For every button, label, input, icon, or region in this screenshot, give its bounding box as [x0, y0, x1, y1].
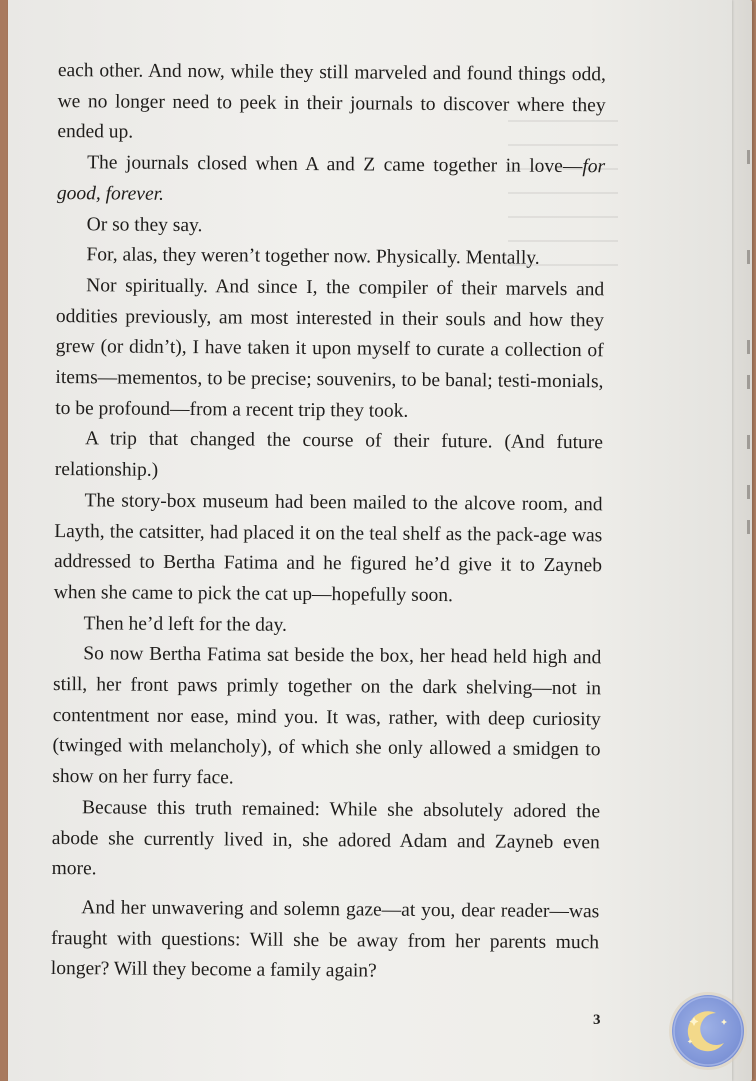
paragraph [55, 424, 603, 490]
page-edge-mark [747, 485, 750, 499]
paragraph [57, 210, 605, 245]
paragraph [55, 271, 604, 429]
text-run: Nor spiritually. And since I, the compiler of their marvels and oddities previously, am most interested in their souls and how they grew (or didn’t), I have taken it upon myself to curate a collection of items—mementos, to be precise; souvenirs, to be banal; testi-monials, to be profound—from a recent trip they took. [55, 275, 605, 422]
page-edge-mark [747, 340, 750, 354]
text-run: The story-box museum had been mailed to the alcove room, and Layth, the catsitter, had placed it on the teal shelf as the pack-age was addressed to Bertha Fatima and he figured he’d give it to Zayneb when she came to pick the cat up—hopefully soon. [53, 490, 603, 607]
paragraph [53, 609, 601, 644]
text-run: Or so they say. [86, 213, 203, 236]
text-run: A trip that changed the course of their future. (And future relationship.) [54, 428, 604, 481]
paragraph [57, 56, 606, 152]
text-run: For, alas, they weren’t together now. Physically. Mentally. [86, 244, 540, 270]
text-run: So now Bertha Fatima sat beside the box, her head held high and still, her front paws primly together on the dark shelving—not in contentment nor ease, mind you. It was, rather, with deep curiosity (twinged with melancholy), of which she only allowed a smidgen to show on her furry face. [52, 643, 602, 789]
paragraph [54, 486, 603, 613]
italic-text: for good, forever. [56, 156, 606, 205]
page-edge-mark [747, 375, 750, 389]
page-edge-mark [747, 520, 750, 534]
text-run: The journals closed when A and Z came together in love— [87, 152, 583, 178]
page-number: 3 [593, 1012, 601, 1028]
page-edge-mark [747, 435, 750, 449]
paragraph [51, 793, 600, 889]
text-run: Because this truth remained: While she absolutely adored the abode she currently lived in, she adored Adam and Zayneb even more. [51, 797, 601, 880]
paragraph [56, 240, 604, 275]
text-run: Then he’d left for the day. [83, 612, 288, 636]
page-stack [8, 0, 752, 1081]
body-text [51, 56, 606, 989]
page-edge-mark [747, 250, 750, 264]
paragraph [57, 148, 605, 214]
crescent-moon-stars-icon [672, 995, 744, 1067]
text-run: And her unwavering and solemn gaze—at you, dear reader—was fraught with questions: Will she be away from her parents much longer? Will they become a family again? [50, 897, 600, 982]
paragraph [52, 639, 601, 797]
page-edge-mark [747, 150, 750, 164]
paragraph [51, 893, 600, 989]
book-page [8, 0, 732, 1081]
text-run: each other. And now, while they still marveled and found things odd, we no longer need to peek in their journals to discover where they ended up. [57, 59, 606, 143]
